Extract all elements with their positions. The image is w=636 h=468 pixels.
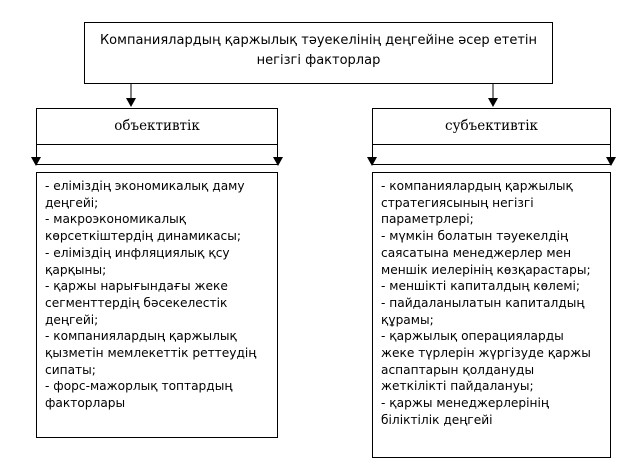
list-line: деңгейі; (45, 312, 99, 327)
list-line: - макроэкономикалық (45, 212, 187, 227)
list-line: - мүмкін болатын тәуекелдің (381, 229, 569, 244)
list-line: жеткілікті пайдалануы; (381, 379, 534, 394)
list-line: - меншікті капиталдың көлемі; (381, 279, 581, 294)
list-line: көрсеткіштердің динамикасы; (45, 229, 241, 244)
list-line: - қаржылық операцияларды (381, 329, 564, 344)
list-line: деңгейі; (45, 195, 99, 210)
objective-factors-list (36, 172, 278, 438)
objective-heading: объективтік (114, 118, 200, 134)
objective-connector (36, 145, 278, 165)
list-line: - еліміздің экономикалық даму (45, 179, 245, 193)
list-line: - форс-мажорлық топтардың (45, 379, 233, 394)
list-line: сегменттердің бәсекелестік (45, 295, 228, 310)
list-line: - пайдаланылатын капиталдың (381, 295, 585, 310)
subjective-heading-box (372, 108, 611, 145)
list-line: параметрлері; (381, 212, 474, 227)
arrow-head-left-top (126, 98, 136, 107)
list-line: құрамы; (381, 312, 434, 327)
list-line: - компаниялардың қаржылық (381, 179, 573, 193)
list-line: саясатына менеджерлер мен (381, 245, 572, 260)
list-line: қызметін мемлекеттік реттеудің (45, 346, 257, 361)
list-line: біліктілік деңгейі (381, 412, 493, 427)
main-title-box (84, 22, 553, 84)
list-line: жеке түрлерін жүргізуде қаржы (381, 346, 591, 361)
list-line: қарқыны; (45, 262, 107, 277)
main-title-line-2: негізгі факторлар (256, 53, 381, 68)
subjective-heading: субъективтік (445, 118, 538, 134)
list-line: меншік иелерінің көзқарастары; (381, 262, 591, 277)
subjective-factors-list (372, 172, 611, 458)
subjective-connector (372, 145, 611, 165)
arrow-head-right-top (488, 98, 498, 107)
objective-heading-box (36, 108, 278, 145)
main-title-line-1: Компаниялардың қаржылық тәуекелінің деңгейіне әсер ететін (99, 33, 538, 48)
list-line: аспаптарын қолдануды (381, 362, 535, 377)
list-line: стратегиясының негізгі (381, 195, 534, 210)
list-line: сипаты; (45, 362, 96, 377)
list-line: - еліміздің инфляциялық қсу (45, 245, 230, 260)
list-line: - компаниялардың қаржылық (45, 329, 237, 344)
list-line: факторлары (45, 396, 126, 411)
list-line: - қаржы менеджерлерінің (381, 396, 549, 411)
list-line: - қаржы нарығындағы жеке (45, 279, 228, 294)
